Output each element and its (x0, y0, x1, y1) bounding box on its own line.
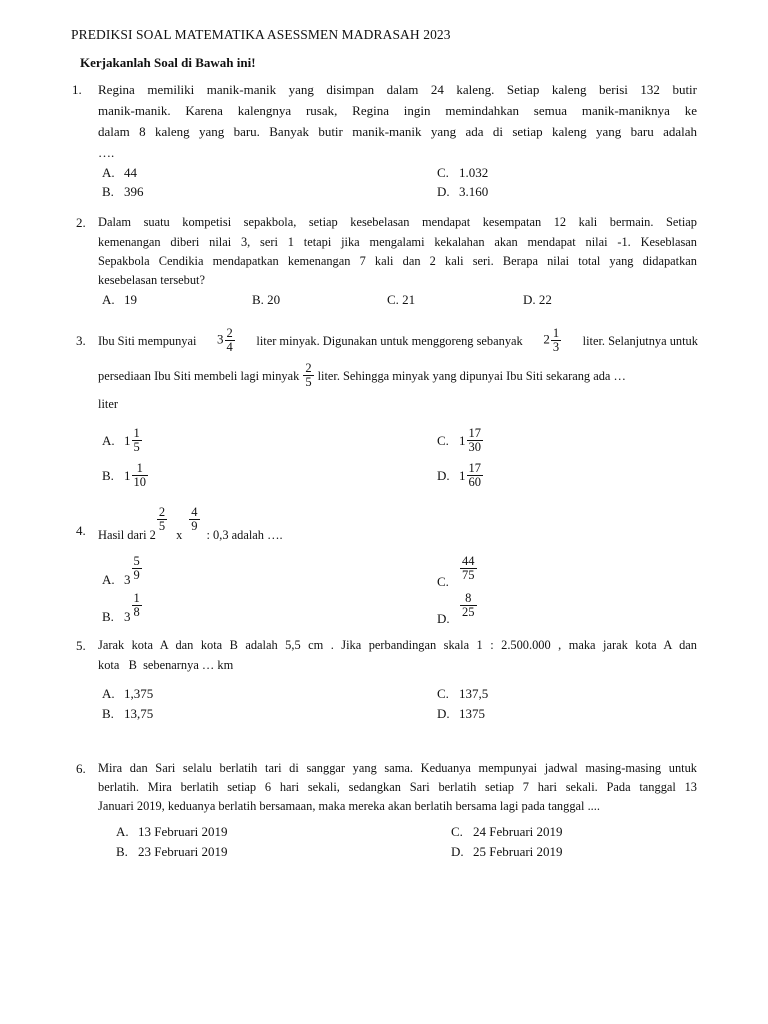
q2-option-c[interactable] (387, 292, 415, 308)
q1-option-a[interactable] (102, 165, 137, 181)
option-label: C. (437, 165, 449, 180)
q3-fraction-2: 2 $\frac{1}{3}$ (543, 326, 560, 354)
q5-option-a[interactable]: A. 1,375 (102, 686, 154, 701)
q6-option-d[interactable]: D. 25 Februari 2019 (451, 844, 563, 859)
question-2-line-2: kemenangan diberi nilai 3, seri 1 tetapi jika mengalami kekalahan akan mendapat nilai -1. Keseblasan (98, 235, 697, 249)
option-label: A. (102, 165, 115, 180)
q3-text-a: Ibu Siti mempunyai (98, 333, 197, 348)
option-text: 19 (124, 292, 137, 307)
option-text: 396 (124, 184, 144, 199)
question-2-line-4: kesebelasan tersebut? (98, 273, 205, 287)
question-2-line-3: Sepakbola Cendikia mendapatkan kemenangan 7 kali dan 2 kali seri. Berapa nilai total yang didapatkan (98, 254, 697, 268)
option-label: B. (102, 184, 114, 199)
q4-text-b: : 0,3 adalah …. (206, 528, 283, 542)
question-6-line-2: berlatih. Mira berlatih setiap 6 hari sekali, sedangkan Sari berlatih setiap 7 hari sekali. Pada tanggal 13 (98, 780, 697, 794)
q2-option-d[interactable] (523, 292, 552, 308)
question-1-number: 1. (72, 82, 82, 97)
q3-text-e: liter. Sehingga minyak yang dipunyai Ibu Siti sekarang ada … (317, 368, 626, 383)
q3-option-a[interactable]: A. 1 $\frac{1}{5}$ (102, 426, 140, 454)
question-3-number: 3. (76, 333, 86, 348)
q3-option-c[interactable]: C. 1 $\frac{17}{30}$ (437, 426, 481, 454)
q4-fraction-1: $\frac{2}{5}$ (158, 505, 166, 533)
option-text: 21 (402, 292, 416, 307)
option-text: 1.032 (459, 165, 489, 180)
q3-fraction-3: $\frac{2}{5}$ (305, 361, 312, 389)
option-label: B. (252, 292, 264, 307)
option-label: D. (437, 184, 450, 199)
instruction: Kerjakanlah Soal di Bawah ini! (80, 55, 256, 70)
q6-option-b[interactable]: B. 23 Februari 2019 (116, 844, 228, 859)
question-3-line-2 (98, 362, 698, 389)
q5-option-d[interactable]: D. 1375 (437, 706, 485, 721)
question-1-line-4: …. (98, 145, 115, 160)
question-1-line-1: Regina memiliki manik-manik yang disimpan dalam 24 kaleng. Setiap kaleng berisi 132 butir (98, 82, 697, 97)
question-1-line-3: dalam 8 kaleng yang baru. Banyak butir manik-manik yang ada di setiap kaleng yang baru adalah (98, 124, 697, 139)
q3-text-b: liter minyak. Digunakan untuk menggoreng sebanyak (256, 333, 523, 348)
question-5-number: 5. (76, 638, 86, 653)
question-4-number: 4. (76, 523, 86, 538)
page-title: PREDIKSI SOAL MATEMATIKA ASESSMEN MADRASAH 2023 (71, 27, 451, 42)
q5-option-c[interactable]: C. 137,5 (437, 686, 489, 701)
q6-option-a[interactable]: A. 13 Februari 2019 (116, 824, 228, 839)
question-6-number: 6. (76, 761, 86, 776)
q3-text-c: liter. Selanjutnya untuk (582, 333, 698, 348)
question-6-line-3: Januari 2019, keduanya berlatih bersamaan, maka mereka akan berlatih bersama lagi pada tanggal .... (98, 799, 600, 813)
q4-text-a: Hasil dari 2 (98, 528, 156, 542)
q3-option-b[interactable]: B. 1 $\frac{1}{10}$ (102, 461, 146, 489)
q3-text-d: persediaan Ibu Siti membeli lagi minyak (98, 368, 300, 383)
q4-option-a[interactable]: A. 3 $\frac{5}{9}$ (102, 554, 140, 587)
question-2-number: 2. (76, 215, 86, 230)
q1-option-b[interactable] (102, 184, 144, 200)
question-5-line-2: kota B sebenarnya … km (98, 658, 234, 672)
q1-option-c[interactable] (437, 165, 488, 181)
option-label: D. (523, 292, 536, 307)
option-text: 3.160 (459, 184, 489, 199)
q4-times: x (176, 528, 183, 542)
question-6-line-1: Mira dan Sari selalu berlatih tari di sanggar yang sama. Keduanya mempunyai jadwal masing-masing untuk (98, 761, 697, 775)
q4-option-d[interactable]: D. $\frac{8}{25}$ (437, 591, 475, 626)
question-5-line-1: Jarak kota A dan kota B adalah 5,5 cm . Jika perbandingan skala 1 : 2.500.000 , maka jarak kota A dan (98, 638, 697, 652)
option-label: C. (387, 292, 399, 307)
q3-option-d[interactable]: D. 1 $\frac{17}{60}$ (437, 461, 481, 489)
q6-option-c[interactable]: C. 24 Februari 2019 (451, 824, 563, 839)
q4-option-c[interactable]: C. $\frac{44}{75}$ (437, 554, 475, 589)
option-label: A. (102, 292, 115, 307)
q4-option-b[interactable]: B. 3 $\frac{1}{8}$ (102, 591, 140, 624)
q4-fraction-2: $\frac{4}{9}$ (191, 505, 198, 533)
q2-option-a[interactable] (102, 292, 137, 308)
q5-option-b[interactable]: B. 13,75 (102, 706, 154, 721)
q1-option-d[interactable] (437, 184, 488, 200)
question-1-line-2: manik-manik. Karena kalengnya rusak, Regina ingin memindahkan semua manik-maniknya ke (98, 103, 697, 118)
question-2-line-1: Dalam suatu kompetisi sepakbola, setiap kesebelasan mendapat kesempatan 12 kali bermain. Setiap (98, 215, 697, 229)
q2-option-b[interactable] (252, 292, 280, 308)
question-4-text (98, 506, 283, 547)
question-3-line-1 (98, 327, 698, 354)
option-text: 44 (124, 165, 137, 180)
question-3-line-3: liter (98, 397, 118, 411)
option-text: 22 (538, 292, 552, 307)
q3-fraction-1: 3 $\frac{2}{4}$ (217, 326, 233, 354)
option-text: 20 (267, 292, 281, 307)
